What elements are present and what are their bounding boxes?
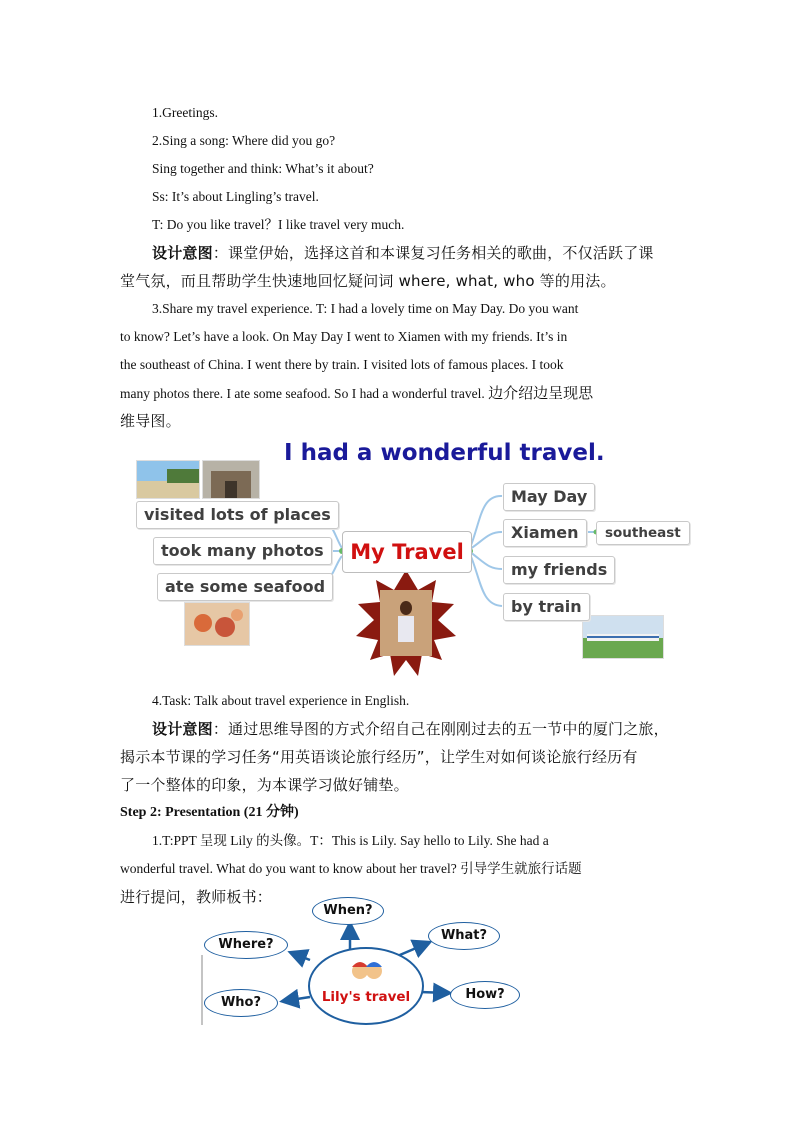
question-line: T: Do you like travel？I like travel very much. [152, 217, 405, 232]
share-line-1: 3.Share my travel experience. T: I had a lovely time on May Day. Do you want [152, 301, 579, 316]
beach-photo [136, 460, 200, 499]
girl-head [400, 601, 412, 615]
bubble-where: Where? [204, 931, 288, 959]
bubble-center [308, 947, 424, 1025]
connector-mayday [470, 496, 502, 548]
design-label: 设计意图 [152, 244, 213, 262]
design-label-2: 设计意图 [152, 720, 213, 738]
answer-line: Ss: It’s about Lingling’s travel. [152, 189, 319, 204]
share-line-2: to know? Let’s have a look. On May Day I went to Xiamen with my friends. It’s in [120, 329, 568, 344]
node-center: My Travel [342, 531, 472, 573]
design-note-2-end: 了一个整体的印象，为本课学习做好铺垫。 [120, 776, 409, 794]
presentation-line-1: 1.T:PPT 呈现 Lily 的头像。T：This is Lily. Say hello to Lily. She had a [152, 833, 549, 848]
mind-map [136, 440, 684, 690]
girl-dress [398, 616, 414, 642]
share-line-4: many photos there. I ate some seafood. So I had a wonderful travel. 边介绍边呈现思 [120, 384, 594, 402]
bubble-center-label: Lily's travel [321, 989, 411, 1005]
task-line: 4.Task: Talk about travel experience in English. [152, 693, 410, 708]
node-ate-seafood: ate some seafood [157, 573, 333, 601]
presentation-line-2: wonderful travel. What do you want to know about her travel? 引导学生就旅行话题 [120, 861, 582, 876]
design-note-1: 设计意图：课堂伊始，选择这首和本课复习任务相关的歌曲，不仅活跃了课 [152, 244, 654, 262]
node-may-day: May Day [503, 483, 595, 511]
building-photo [202, 460, 260, 499]
design-note-2: 设计意图：通过思维导图的方式介绍自己在刚刚过去的五一节中的厦门之旅， [152, 720, 669, 738]
design-note-2-cont: 揭示本节课的学习任务“用英语谈论旅行经历”，让学生对如何谈论旅行经历有 [120, 748, 638, 766]
share-line-5: 维导图。 [120, 412, 181, 430]
bubble-who: Who? [204, 989, 278, 1017]
node-my-friends: my friends [503, 556, 615, 584]
arrow-where [292, 953, 310, 960]
mind-map-title: I had a wonderful travel. [284, 440, 605, 466]
node-xiamen: Xiamen [503, 519, 587, 547]
greetings-line: 1.Greetings. [152, 105, 218, 120]
share-line-3: the southeast of China. I went there by train. I visited lots of famous places. I took [120, 357, 564, 372]
bubble-what: What? [428, 922, 500, 950]
node-by-train: by train [503, 593, 590, 621]
node-visited-places: visited lots of places [136, 501, 339, 529]
connector-train [470, 554, 502, 606]
bubble-map [200, 895, 520, 1030]
step2-heading: Step 2: Presentation (21 分钟) [120, 805, 299, 820]
seafood-photo [184, 602, 250, 646]
node-southeast: southeast [596, 521, 690, 545]
arrow-how [420, 992, 448, 993]
arrow-who [284, 997, 310, 1001]
bubble-how: How? [450, 981, 520, 1009]
presentation-line-3: 进行提问，教师板书： [120, 888, 273, 906]
train-photo [582, 615, 664, 659]
node-took-photos: took many photos [153, 537, 332, 565]
kids-icon [346, 955, 386, 985]
sing-line: Sing together and think: What’s it about? [152, 161, 374, 176]
song-line: 2.Sing a song: Where did you go? [152, 133, 336, 148]
bubble-when: When? [312, 897, 384, 925]
design-note-1-cont: 堂气氛，而且帮助学生快速地回忆疑问词 where, what, who 等的用法。 [120, 272, 616, 290]
